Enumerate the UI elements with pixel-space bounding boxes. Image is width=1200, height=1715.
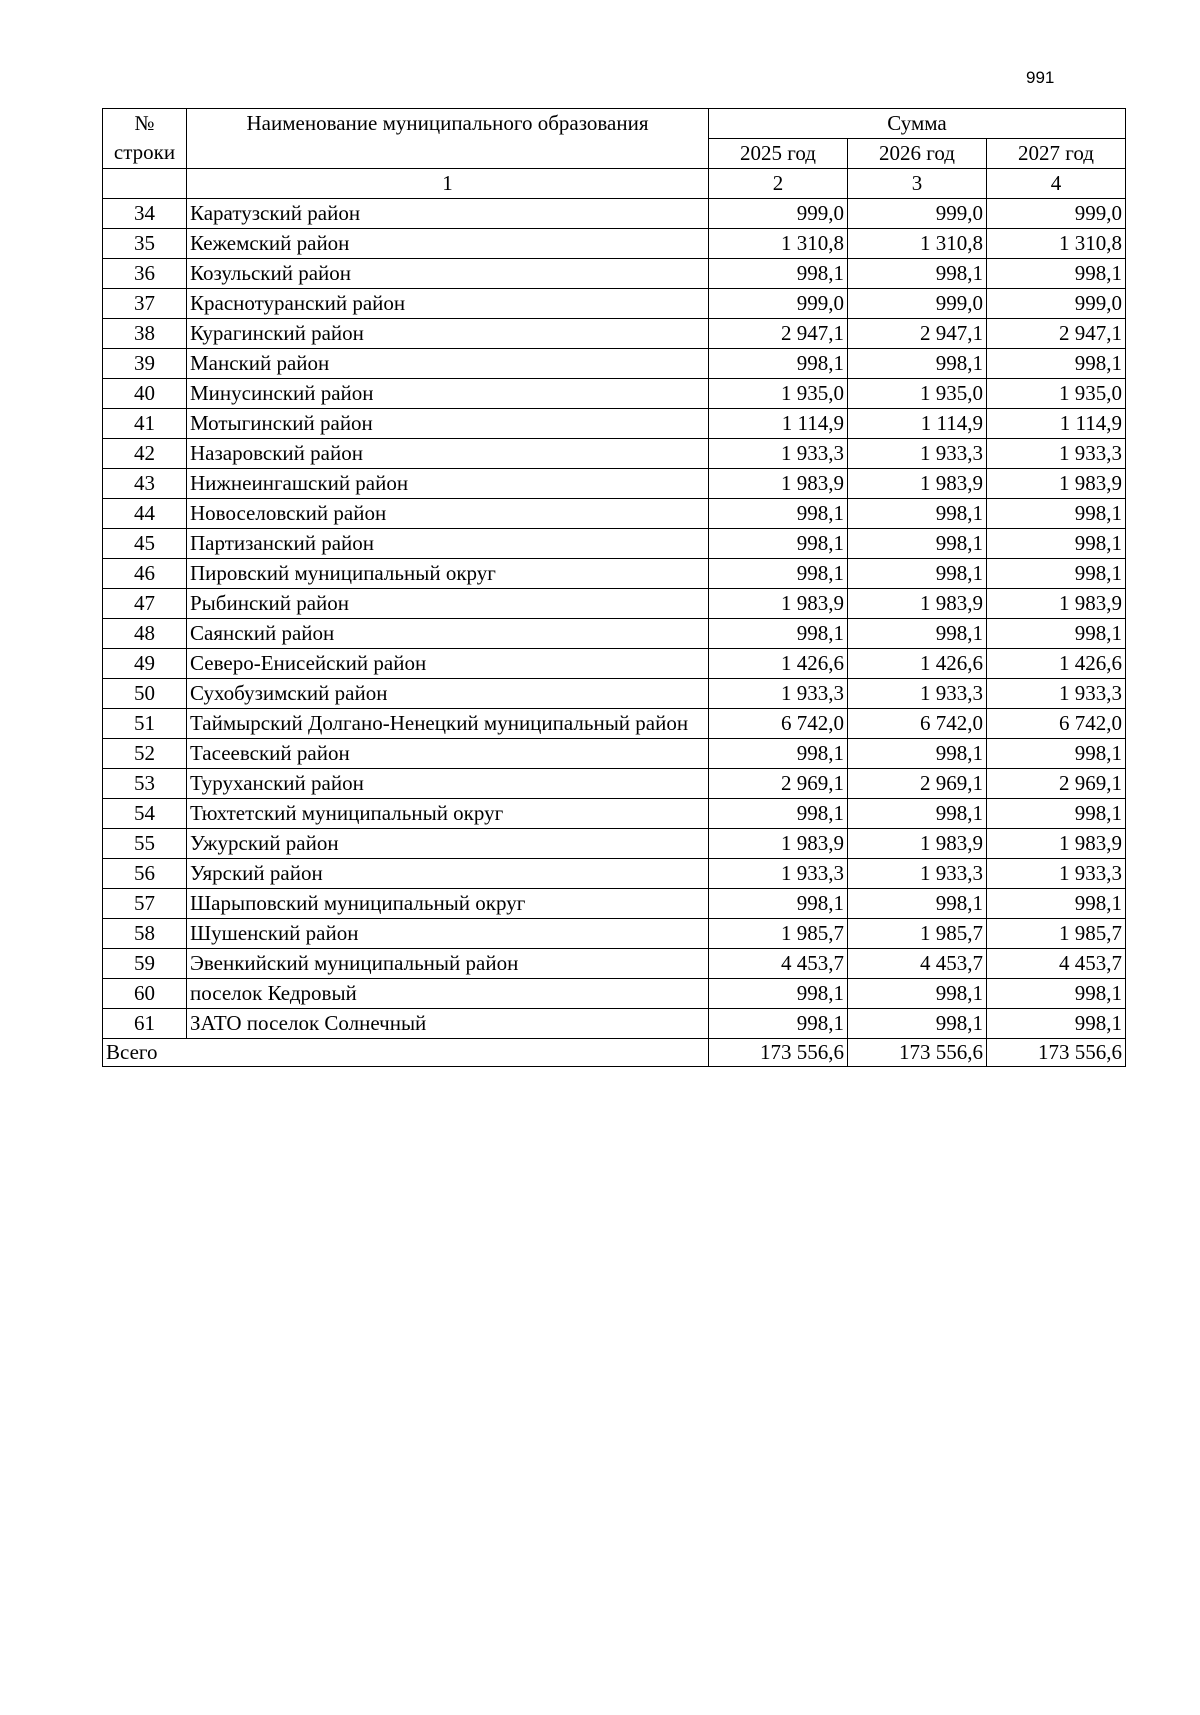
- value-2025: 1 426,6: [709, 649, 848, 679]
- row-number: 49: [103, 649, 187, 679]
- row-number: 54: [103, 799, 187, 829]
- value-2027: 1 933,3: [987, 859, 1126, 889]
- row-number: 52: [103, 739, 187, 769]
- table-row: [103, 319, 1126, 349]
- table-row: [103, 229, 1126, 259]
- value-2027: 998,1: [987, 559, 1126, 589]
- row-number: 39: [103, 349, 187, 379]
- table-row: [103, 469, 1126, 499]
- value-2026: 999,0: [848, 199, 987, 229]
- header-name: Наименование муниципального образования: [187, 109, 709, 169]
- value-2026: 998,1: [848, 1009, 987, 1039]
- municipality-name: Назаровский район: [187, 439, 709, 469]
- value-2026: 998,1: [848, 979, 987, 1009]
- row-number: 60: [103, 979, 187, 1009]
- municipality-name: Партизанский район: [187, 529, 709, 559]
- row-number: 37: [103, 289, 187, 319]
- municipality-name: Пировский муниципальный округ: [187, 559, 709, 589]
- row-number: 47: [103, 589, 187, 619]
- value-2027: 1 983,9: [987, 469, 1126, 499]
- municipality-name: Сухобузимский район: [187, 679, 709, 709]
- value-2025: 998,1: [709, 739, 848, 769]
- value-2025: 1 983,9: [709, 469, 848, 499]
- table-row: [103, 889, 1126, 919]
- municipality-name: Тасеевский район: [187, 739, 709, 769]
- municipality-name: Рыбинский район: [187, 589, 709, 619]
- value-2025: 1 935,0: [709, 379, 848, 409]
- value-2025: 1 985,7: [709, 919, 848, 949]
- value-2025: 998,1: [709, 799, 848, 829]
- total-2025: 173 556,6: [709, 1039, 848, 1067]
- value-2027: 998,1: [987, 979, 1126, 1009]
- value-2025: 1 983,9: [709, 829, 848, 859]
- row-number: 38: [103, 319, 187, 349]
- value-2026: 1 933,3: [848, 679, 987, 709]
- value-2025: 999,0: [709, 289, 848, 319]
- value-2027: 2 947,1: [987, 319, 1126, 349]
- row-number: 51: [103, 709, 187, 739]
- value-2025: 998,1: [709, 979, 848, 1009]
- value-2027: 1 114,9: [987, 409, 1126, 439]
- municipality-name: Ужурский район: [187, 829, 709, 859]
- row-number: 42: [103, 439, 187, 469]
- column-number-row: [103, 169, 1126, 199]
- value-2025: 998,1: [709, 349, 848, 379]
- value-2025: 1 310,8: [709, 229, 848, 259]
- value-2026: 1 426,6: [848, 649, 987, 679]
- total-label: Всего: [103, 1039, 709, 1067]
- municipality-name: Уярский район: [187, 859, 709, 889]
- table-row: [103, 199, 1126, 229]
- value-2026: 998,1: [848, 529, 987, 559]
- value-2027: 1 933,3: [987, 679, 1126, 709]
- table-row: [103, 529, 1126, 559]
- table-row: [103, 589, 1126, 619]
- value-2027: 999,0: [987, 289, 1126, 319]
- table-row: [103, 349, 1126, 379]
- table-row: [103, 919, 1126, 949]
- table-row: [103, 379, 1126, 409]
- table-row: [103, 439, 1126, 469]
- value-2025: 998,1: [709, 1009, 848, 1039]
- budget-table: [102, 108, 1126, 1067]
- table-row: [103, 409, 1126, 439]
- value-2027: 998,1: [987, 1009, 1126, 1039]
- table-row: [103, 1009, 1126, 1039]
- value-2026: 999,0: [848, 289, 987, 319]
- value-2026: 1 935,0: [848, 379, 987, 409]
- municipality-name: Минусинский район: [187, 379, 709, 409]
- table-row: [103, 769, 1126, 799]
- value-2025: 998,1: [709, 619, 848, 649]
- municipality-name: Саянский район: [187, 619, 709, 649]
- value-2026: 998,1: [848, 799, 987, 829]
- municipality-name: Каратузский район: [187, 199, 709, 229]
- municipality-name: Кежемский район: [187, 229, 709, 259]
- value-2025: 998,1: [709, 499, 848, 529]
- value-2026: 1 933,3: [848, 859, 987, 889]
- total-2026: 173 556,6: [848, 1039, 987, 1067]
- municipality-name: Манский район: [187, 349, 709, 379]
- value-2026: 6 742,0: [848, 709, 987, 739]
- row-number: 48: [103, 619, 187, 649]
- table-row: [103, 499, 1126, 529]
- page-number: 991: [1026, 68, 1055, 87]
- municipality-name: Северо-Енисейский район: [187, 649, 709, 679]
- table-row: [103, 829, 1126, 859]
- row-number: 43: [103, 469, 187, 499]
- value-2025: 2 969,1: [709, 769, 848, 799]
- total-2027: 173 556,6: [987, 1039, 1126, 1067]
- value-2027: 998,1: [987, 499, 1126, 529]
- header-year-2025: 2025 год: [709, 139, 848, 169]
- value-2026: 1 310,8: [848, 229, 987, 259]
- column-number: 4: [987, 169, 1126, 199]
- value-2026: 2 969,1: [848, 769, 987, 799]
- table-row: [103, 649, 1126, 679]
- value-2027: 6 742,0: [987, 709, 1126, 739]
- value-2026: 4 453,7: [848, 949, 987, 979]
- table-row: [103, 709, 1126, 739]
- table-row: [103, 679, 1126, 709]
- value-2027: 1 310,8: [987, 229, 1126, 259]
- municipality-name: Таймырский Долгано-Ненецкий муниципальный район: [187, 709, 709, 739]
- value-2027: 4 453,7: [987, 949, 1126, 979]
- table-header: [103, 109, 1126, 199]
- column-number: 3: [848, 169, 987, 199]
- municipality-name: Козульский район: [187, 259, 709, 289]
- row-number: 34: [103, 199, 187, 229]
- municipality-name: Шушенский район: [187, 919, 709, 949]
- value-2025: 998,1: [709, 529, 848, 559]
- value-2025: 998,1: [709, 889, 848, 919]
- value-2027: 1 426,6: [987, 649, 1126, 679]
- value-2026: 998,1: [848, 619, 987, 649]
- value-2026: 998,1: [848, 499, 987, 529]
- column-number: [103, 169, 187, 199]
- value-2026: 1 983,9: [848, 829, 987, 859]
- value-2025: 4 453,7: [709, 949, 848, 979]
- municipality-name: Краснотуранский район: [187, 289, 709, 319]
- row-number: 53: [103, 769, 187, 799]
- row-number: 59: [103, 949, 187, 979]
- table-row: [103, 799, 1126, 829]
- value-2025: 1 114,9: [709, 409, 848, 439]
- value-2025: 1 933,3: [709, 679, 848, 709]
- value-2025: 1 983,9: [709, 589, 848, 619]
- value-2027: 998,1: [987, 739, 1126, 769]
- table-row: [103, 859, 1126, 889]
- row-number: 40: [103, 379, 187, 409]
- municipality-name: Эвенкийский муниципальный район: [187, 949, 709, 979]
- municipality-name: поселок Кедровый: [187, 979, 709, 1009]
- row-number: 36: [103, 259, 187, 289]
- value-2027: 999,0: [987, 199, 1126, 229]
- value-2027: 1 983,9: [987, 829, 1126, 859]
- value-2026: 1 983,9: [848, 589, 987, 619]
- table-row: [103, 259, 1126, 289]
- header-year-2027: 2027 год: [987, 139, 1126, 169]
- header-row-number: № строки: [103, 109, 187, 169]
- municipality-name: Нижнеингашский район: [187, 469, 709, 499]
- value-2027: 1 935,0: [987, 379, 1126, 409]
- value-2026: 998,1: [848, 259, 987, 289]
- row-number: 56: [103, 859, 187, 889]
- header-sum: Сумма: [709, 109, 1126, 139]
- row-number: 45: [103, 529, 187, 559]
- value-2026: 998,1: [848, 559, 987, 589]
- row-number: 57: [103, 889, 187, 919]
- value-2027: 1 933,3: [987, 439, 1126, 469]
- municipality-name: ЗАТО поселок Солнечный: [187, 1009, 709, 1039]
- municipality-name: Новоселовский район: [187, 499, 709, 529]
- value-2026: 1 933,3: [848, 439, 987, 469]
- value-2027: 2 969,1: [987, 769, 1126, 799]
- value-2025: 6 742,0: [709, 709, 848, 739]
- value-2026: 2 947,1: [848, 319, 987, 349]
- table-body: [103, 199, 1126, 1039]
- table-row: [103, 979, 1126, 1009]
- row-number: 35: [103, 229, 187, 259]
- value-2027: 998,1: [987, 259, 1126, 289]
- value-2025: 2 947,1: [709, 319, 848, 349]
- value-2025: 1 933,3: [709, 859, 848, 889]
- table-row: [103, 559, 1126, 589]
- value-2027: 998,1: [987, 619, 1126, 649]
- header-year-2026: 2026 год: [848, 139, 987, 169]
- row-number: 44: [103, 499, 187, 529]
- value-2026: 998,1: [848, 739, 987, 769]
- row-number: 50: [103, 679, 187, 709]
- value-2027: 998,1: [987, 349, 1126, 379]
- row-number: 55: [103, 829, 187, 859]
- municipality-name: Шарыповский муниципальный округ: [187, 889, 709, 919]
- value-2025: 999,0: [709, 199, 848, 229]
- table-row: [103, 739, 1126, 769]
- municipality-name: Тюхтетский муниципальный округ: [187, 799, 709, 829]
- value-2026: 998,1: [848, 349, 987, 379]
- table-row: [103, 289, 1126, 319]
- value-2027: 998,1: [987, 529, 1126, 559]
- municipality-name: Курагинский район: [187, 319, 709, 349]
- value-2026: 1 983,9: [848, 469, 987, 499]
- value-2026: 998,1: [848, 889, 987, 919]
- row-number: 41: [103, 409, 187, 439]
- column-number: 1: [187, 169, 709, 199]
- value-2027: 998,1: [987, 799, 1126, 829]
- total-row: [103, 1039, 1126, 1067]
- value-2026: 1 985,7: [848, 919, 987, 949]
- row-number: 46: [103, 559, 187, 589]
- column-number: 2: [709, 169, 848, 199]
- row-number: 61: [103, 1009, 187, 1039]
- table-row: [103, 949, 1126, 979]
- value-2027: 1 983,9: [987, 589, 1126, 619]
- value-2025: 998,1: [709, 559, 848, 589]
- value-2026: 1 114,9: [848, 409, 987, 439]
- value-2025: 998,1: [709, 259, 848, 289]
- value-2025: 1 933,3: [709, 439, 848, 469]
- table-row: [103, 619, 1126, 649]
- municipality-name: Мотыгинский район: [187, 409, 709, 439]
- row-number: 58: [103, 919, 187, 949]
- value-2027: 1 985,7: [987, 919, 1126, 949]
- municipality-name: Туруханский район: [187, 769, 709, 799]
- value-2027: 998,1: [987, 889, 1126, 919]
